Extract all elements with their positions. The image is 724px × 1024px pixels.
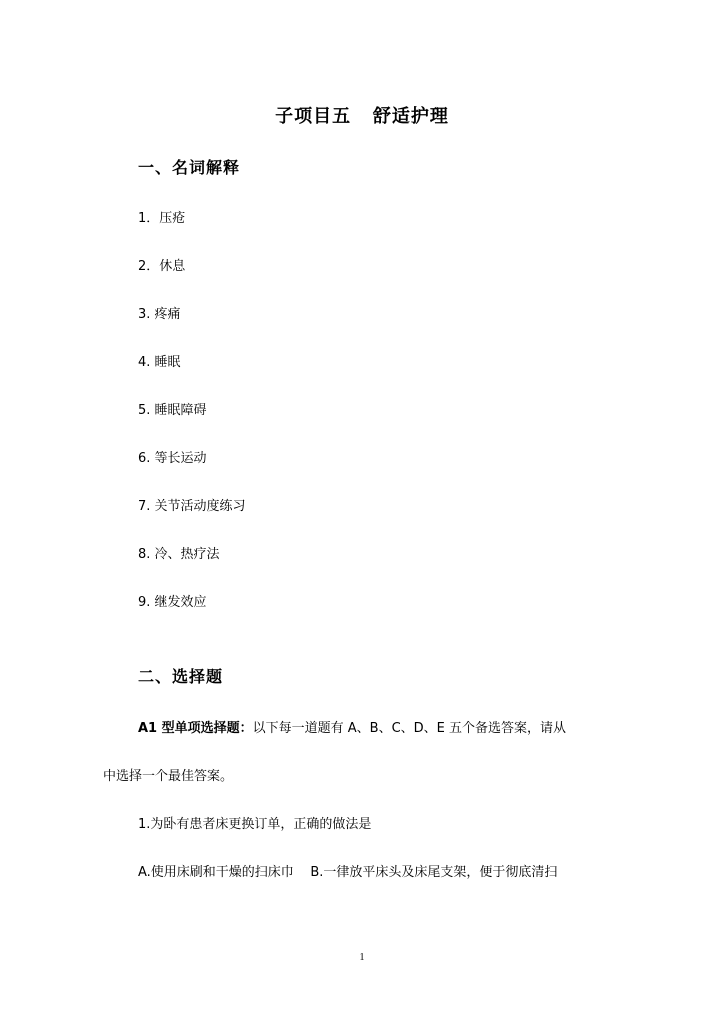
instruction-label: A1 型单项选择题： bbox=[138, 721, 253, 736]
term-item: 4. 睡眠 bbox=[138, 355, 181, 370]
instruction-continuation: 中选择一个最佳答案。 bbox=[103, 769, 234, 784]
term-item: 3. 疼痛 bbox=[138, 307, 181, 322]
question-1: 1.为卧有患者床更换订单，正确的做法是 bbox=[138, 817, 372, 832]
term-item: 9. 继发效应 bbox=[138, 595, 207, 610]
term-item: 5. 睡眠障碍 bbox=[138, 403, 207, 418]
question-1-options: A.使用床刷和干燥的扫床巾 B.一律放平床头及床尾支架，便于彻底清扫 bbox=[138, 865, 558, 880]
section-heading-choice-questions: 二、选择题 bbox=[138, 667, 224, 686]
term-item: 7. 关节活动度练习 bbox=[138, 499, 246, 514]
instruction-paragraph bbox=[138, 717, 566, 736]
page-title: 子项目五 舒适护理 bbox=[275, 106, 449, 127]
term-item: 6. 等长运动 bbox=[138, 451, 207, 466]
term-item: 8. 冷、热疗法 bbox=[138, 547, 220, 562]
page-number: 1 bbox=[359, 952, 365, 963]
section-heading-definitions: 一、名词解释 bbox=[138, 158, 241, 177]
instruction-text: 以下每一道题有 A、B、C、D、E 五个备选答案，请从 bbox=[252, 721, 567, 736]
term-item: 2．休息 bbox=[138, 259, 186, 274]
term-item: 1．压疮 bbox=[138, 211, 186, 226]
